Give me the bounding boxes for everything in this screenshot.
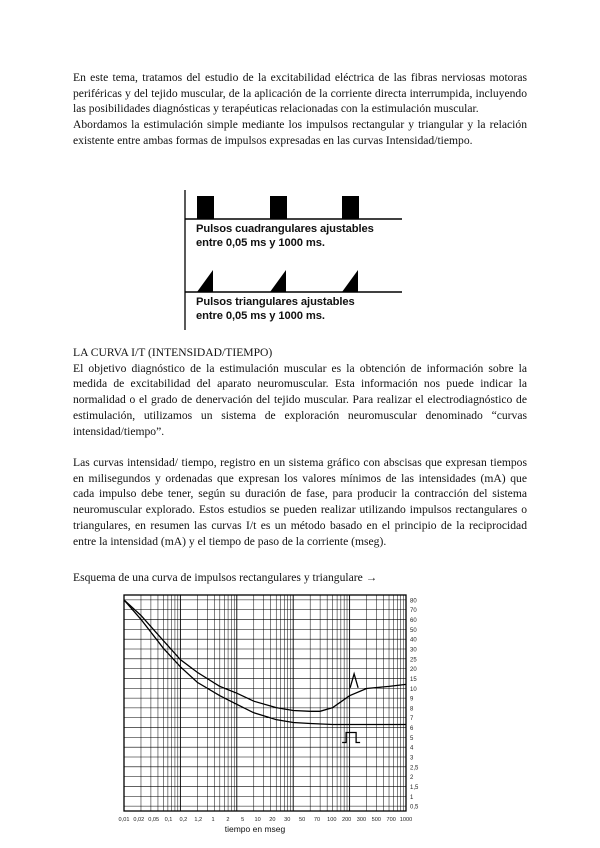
x-tick-label: 2 bbox=[226, 817, 230, 823]
series-rectangular-line bbox=[124, 600, 406, 725]
x-tick-label: 200 bbox=[341, 817, 352, 823]
x-tick-label: 0,01 bbox=[118, 817, 130, 823]
x-tick-label: 0,1 bbox=[164, 817, 173, 823]
y-tick-label: 70 bbox=[410, 608, 417, 615]
x-tick-label: 20 bbox=[269, 817, 276, 823]
y-tick-label: 3 bbox=[410, 755, 414, 762]
y-tick-label: 7 bbox=[410, 716, 414, 723]
x-axis-label: tiempo en mseg bbox=[224, 824, 286, 834]
y-tick-label: 25 bbox=[410, 657, 417, 664]
section-paragraph-2: Las curvas intensidad/ tiempo, registro en un sistema gráfico con abscisas que expresan tiempos en milisegundos y ordenadas que expresan los valores mínimos de las intensidades (mA) que cada impulso debe tener, según su duración de fase, para producir la contracción del sistema neuromuscular explorado. Estos estudios se pueden realizar utilizando impulsos rectangulares o triangulares, en resumen las curvas I/t es un método basado en el principio de la reciprocidad entre la intensidad (mA) y el tiempo de paso de la corriente (mseg). bbox=[73, 456, 527, 548]
y-tick-label: 1 bbox=[410, 794, 414, 801]
y-tick-label: 30 bbox=[410, 647, 417, 654]
it-curve-svg bbox=[110, 583, 432, 835]
section-heading: LA CURVA I/T (INTENSIDAD/TIEMPO) bbox=[73, 346, 273, 359]
chart-caption: Esquema de una curva de impulsos rectangulares y triangulare → bbox=[73, 571, 378, 584]
y-tick-label: 6 bbox=[410, 726, 414, 733]
x-tick-label: 1000 bbox=[399, 817, 413, 823]
square-pulse-2 bbox=[270, 196, 287, 219]
y-tick-label: 5 bbox=[410, 735, 414, 742]
square-pulse-label-line2: entre 0,05 ms y 1000 ms. bbox=[196, 237, 325, 249]
y-tick-label: 80 bbox=[410, 598, 417, 605]
series-triangular-line bbox=[124, 600, 406, 711]
triangle-pulse-label-line1: Pulsos triangulares ajustables bbox=[196, 296, 355, 308]
x-tick-label: 10 bbox=[254, 817, 261, 823]
y-tick-label: 0,5 bbox=[410, 804, 419, 811]
x-tick-label: 100 bbox=[327, 817, 337, 823]
x-tick-label: 0,02 bbox=[133, 817, 145, 823]
y-tick-label: 10 bbox=[410, 686, 417, 693]
y-tick-label: 1,5 bbox=[410, 784, 419, 791]
intro-text bbox=[73, 70, 527, 149]
triangle-pulse-label bbox=[196, 295, 355, 323]
triangle-pulse-3 bbox=[342, 270, 358, 292]
intro-paragraph-2: Abordamos la estimulación simple mediante los impulsos rectangular y triangular y la relación existente entre ambas formas de impulsos expresadas en las curvas Intensidad/tiempo. bbox=[73, 118, 527, 147]
section-curva-it bbox=[73, 345, 527, 439]
x-tick-label: 1 bbox=[211, 817, 215, 823]
y-tick-label: 50 bbox=[410, 627, 417, 634]
square-pulse-label-line1: Pulsos cuadrangulares ajustables bbox=[196, 223, 374, 235]
y-tick-label: 2 bbox=[410, 775, 414, 782]
pulse-diagram bbox=[180, 188, 410, 336]
y-tick-label: 4 bbox=[410, 745, 414, 752]
x-tick-label: 0,05 bbox=[148, 817, 160, 823]
chart-frame bbox=[124, 595, 406, 811]
x-tick-label: 70 bbox=[313, 817, 321, 823]
triangle-pulse-label-line2: entre 0,05 ms y 1000 ms. bbox=[196, 310, 325, 322]
x-tick-label: 50 bbox=[298, 817, 306, 823]
square-pulse-1 bbox=[197, 196, 214, 219]
x-tick-label: 30 bbox=[284, 817, 291, 823]
y-tick-label: 60 bbox=[410, 618, 417, 625]
triangular-series-symbol bbox=[350, 674, 358, 688]
it-curve-chart bbox=[110, 583, 432, 835]
square-pulse-label bbox=[196, 222, 374, 250]
x-tick-label: 700 bbox=[386, 817, 396, 823]
y-tick-label: 15 bbox=[410, 676, 417, 683]
y-tick-label: 20 bbox=[410, 667, 417, 674]
y-tick-label: 40 bbox=[410, 637, 417, 644]
section-paragraph-2-block bbox=[73, 455, 527, 549]
y-tick-label: 8 bbox=[410, 706, 414, 713]
intro-paragraph-1: En este tema, tratamos del estudio de la excitabilidad eléctrica de las fibras nerviosas motoras periféricas y del tejido muscular, de la aplicación de la corriente directa interrumpida, incluyendo las posibilidades diagnósticas y terapéuticas relacionadas con la estimulación muscular. bbox=[73, 71, 527, 116]
y-tick-label: 2,5 bbox=[410, 765, 419, 772]
triangle-pulse-2 bbox=[270, 270, 286, 292]
x-tick-label: 1,2 bbox=[194, 817, 203, 823]
x-tick-label: 500 bbox=[371, 817, 381, 823]
triangle-pulse-1 bbox=[197, 270, 213, 292]
y-tick-label: 9 bbox=[410, 696, 414, 703]
section-paragraph-1: El objetivo diagnóstico de la estimulación muscular es la obtención de información sobre la medida de excitabilidad del aparato neuromuscular. Esta información nos puede indicar la normalidad o el grado de denervación del tejido muscular. Para realizar el electrodiagnóstico de estimulación, utilizamos un sistema de exploración neuromuscular denominado “curvas intensidad/tiempo”. bbox=[73, 361, 527, 438]
x-tick-label: 0,2 bbox=[179, 817, 188, 823]
x-tick-label: 5 bbox=[241, 817, 245, 823]
square-pulse-3 bbox=[342, 196, 359, 219]
x-tick-label: 300 bbox=[356, 817, 367, 823]
